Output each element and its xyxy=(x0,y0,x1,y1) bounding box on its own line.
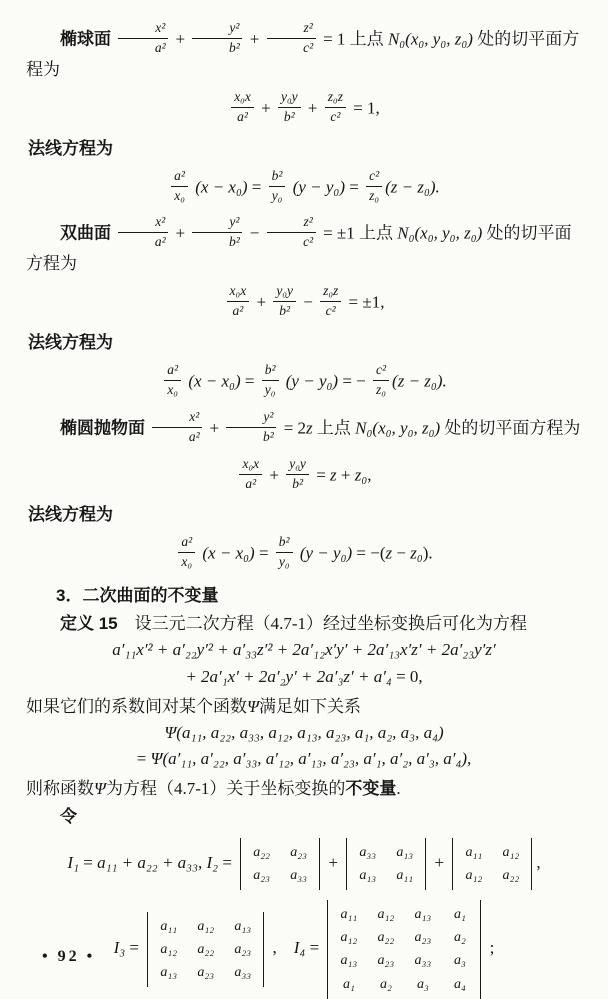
equation-hyperboloid-tangent-plane: $\frac{\text{x₀x}}{\text{a²}}$ + $\frac{\text{y₀y}}{\text{b²}}$ − $\frac{\text{z₀z}}{\text{c²}}$ = ±1, xyxy=(26,285,582,322)
para-definition-15: 定义 15 设三元二次方程（4.7-1）经过坐标变换后可化为方程 xyxy=(60,614,528,634)
label-normal-equations-1: 法线方程为 xyxy=(28,138,113,158)
equation-transformed-quadric-line2: + 2a′₁x′ + 2a′₂y′ + 2a′₃z′ + a′₄ = 0, xyxy=(185,666,423,686)
page-number: • 92 • xyxy=(42,948,96,966)
equation-hyperboloid-normal-line: $\frac{\text{a²}}{\text{x₀}}$ (x − x₀) = $\frac{\text{b²}}{\text{y₀}}$ (y − y₀) = − $\frac{\text{c²}}{\text{z₀}}$ (z − z₀). xyxy=(26,364,582,401)
para-elliptic-paraboloid-tangent-plane: 椭圆抛物面 $\frac{\text{x²}}{\text{a²}}$ + $\frac{\text{y²}}{\text{b²}}$ = 2z 上点 N₀(x₀, y₀, z₀) 处的切平面方程为 xyxy=(60,408,581,444)
equation-invariants-i1-i2: I₁ = a₁₁ + a₂₂ + a₃₃, I₂ = a₂₂ a₂₃ a₂₃ a₃₃ + a₃₃ a₁₃ a₁₃ a₁₁ + a₁₁ a₁₂ a₁₂ a₂₂ , xyxy=(26,838,582,890)
label-normal-equations-2: 法线方程为 xyxy=(28,333,113,353)
label-normal-equations-3: 法线方程为 xyxy=(28,505,113,525)
para-let: 令 xyxy=(60,806,77,826)
para-hyperboloid-tangent-plane: 双曲面 $\frac{\text{x²}}{\text{a²}}$ + $\frac{\text{y²}}{\text{b²}}$ − $\frac{\text{z²}}{\text{c²}}$ = ±1 上点 N₀(x₀, y₀, z₀) 处的切平面方程为 xyxy=(26,214,572,274)
equation-paraboloid-tangent-plane: $\frac{\text{x₀x}}{\text{a²}}$ + $\frac{\text{y₀y}}{\text{b²}}$ = z + z₀, xyxy=(26,458,582,495)
textbook-page xyxy=(26,22,582,999)
equation-ellipsoid-normal-line: $\frac{\text{a²}}{\text{x₀}}$ (x − x₀) = $\frac{\text{b²}}{\text{y₀}}$ (y − y₀) = $\frac{\text{c²}}{\text{z₀}}$ (z − z₀). xyxy=(26,170,582,207)
heading-quadric-invariants: 3．二次曲面的不变量 xyxy=(56,586,219,606)
equation-ellipsoid-tangent-plane: $\frac{\text{x₀x}}{\text{a²}}$ + $\frac{\text{y₀y}}{\text{b²}}$ + $\frac{\text{z₀z}}{\text{c²}}$ = 1, xyxy=(26,91,582,128)
equation-transformed-quadric-line1: a′₁₁x′² + a′₂₂y′² + a′₃₃z′² + 2a′₁₂x′y′ + 2a′₁₃x′z′ + 2a′₂₃y′z′ xyxy=(112,640,496,660)
para-invariant-conclusion: 则称函数Ψ为方程（4.7-1）关于坐标变换的不变量. xyxy=(26,778,401,798)
equation-psi-line2: = Ψ(a′₁₁, a′₂₂, a′₃₃, a′₁₂, a′₁₃, a′₂₃, a′₁, a′₂, a′₃, a′₄), xyxy=(136,748,472,768)
equation-psi-line1: Ψ(a₁₁, a₂₂, a₃₃, a₁₂, a₁₃, a₂₃, a₁, a₂, a₃, a₄) xyxy=(164,722,444,742)
equation-invariants-i3-i4: I₃ = a₁₁ a₁₂ a₁₃ a₁₂ a₂₂ a₂₃ a₁₃ a₂₃ a₃₃ , I₄ = a₁₁ a₁₂ a₁₃ a₁ a₁₂ a₂₂ a₂₃ a₂ a₁₃ a₂₃ a₃₃ a₃ a₁ a₂ a₃ a₄ ; xyxy=(26,900,582,998)
para-ellipsoid-tangent-plane: 椭球面 $\frac{\text{x²}}{\text{a²}}$ + $\frac{\text{y²}}{\text{b²}}$ + $\frac{\text{z²}}{\text{c²}}$ = 1 上点 N₀(x₀, y₀, z₀) 处的切平面方程为 xyxy=(26,20,580,79)
para-psi-condition: 如果它们的系数间对某个函数Ψ满足如下关系 xyxy=(26,696,361,716)
equation-paraboloid-normal-line: $\frac{\text{a²}}{\text{x₀}}$ (x − x₀) = $\frac{\text{b²}}{\text{y₀}}$ (y − y₀) = −(z − z₀). xyxy=(26,536,582,573)
